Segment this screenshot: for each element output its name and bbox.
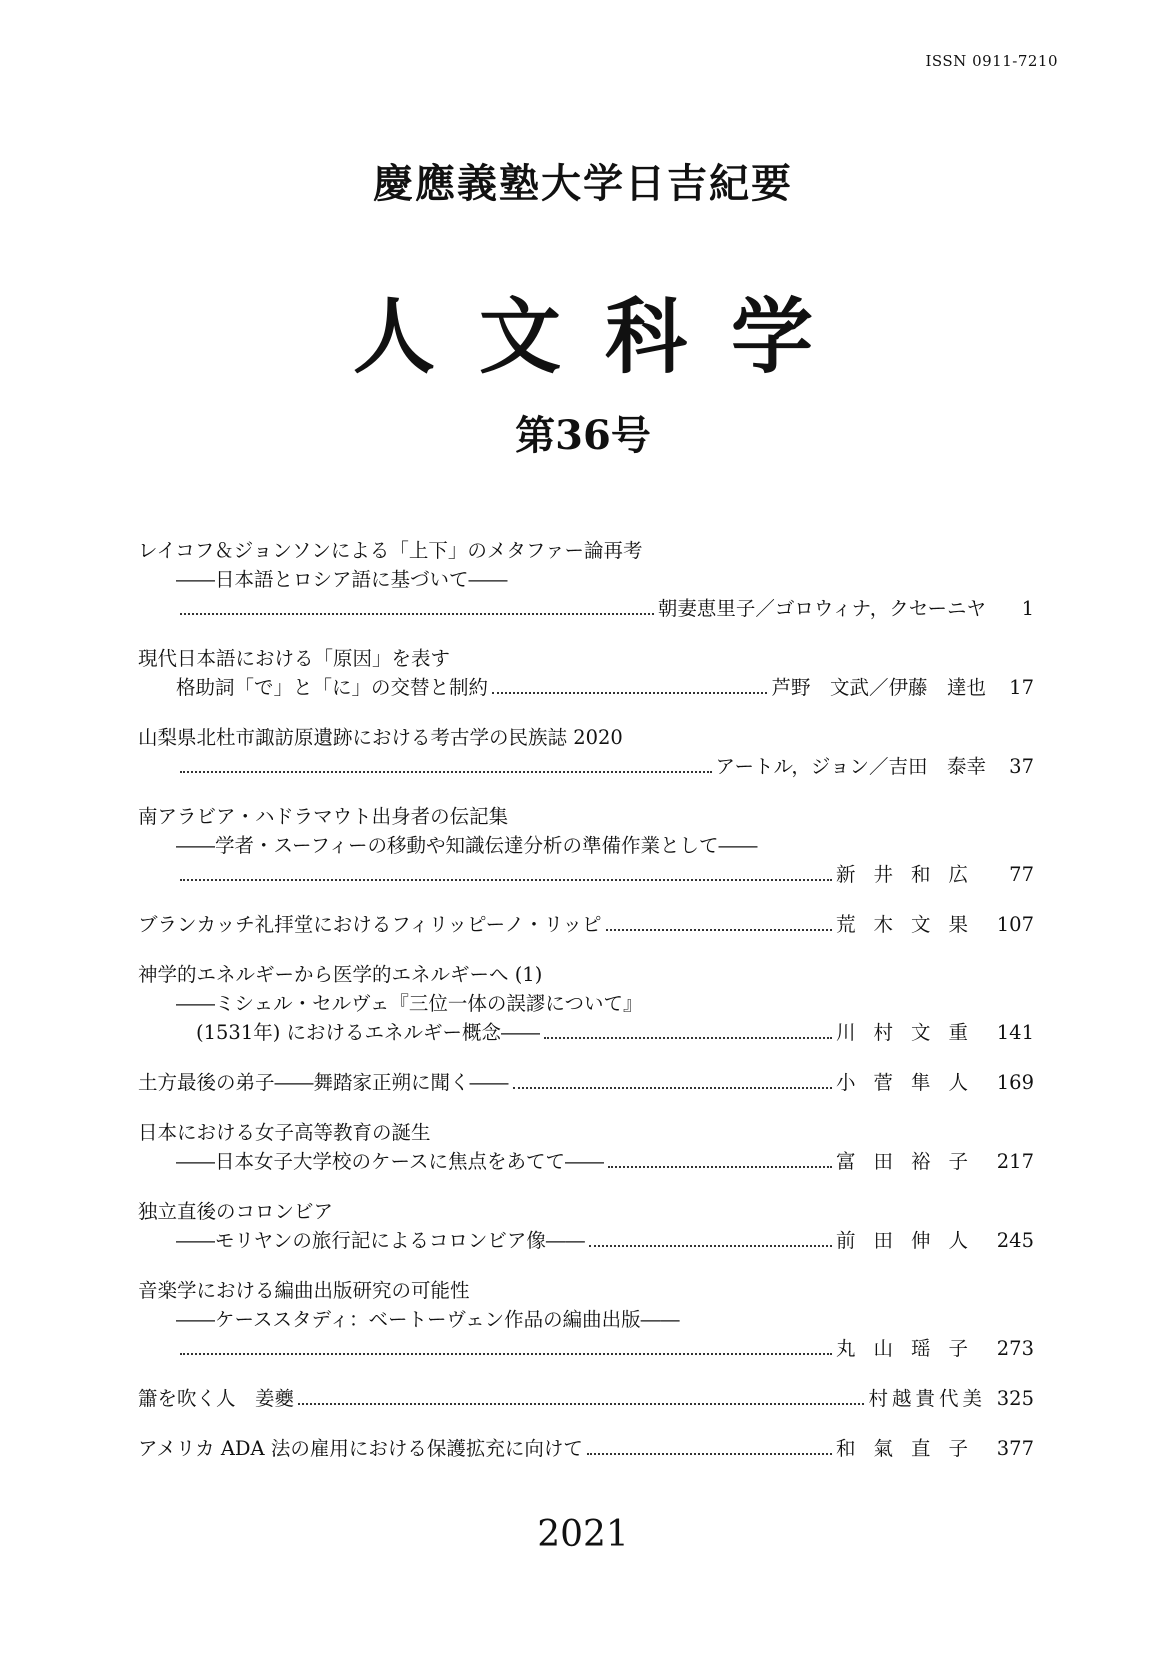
- toc-entry-subtitle: ――日本語とロシア語に基づいて――: [176, 568, 508, 591]
- toc-entry-page: 77: [1009, 863, 1034, 886]
- toc-entry-author: 荒木文果: [835, 913, 986, 936]
- publication-year: 2021: [537, 1514, 629, 1555]
- toc-entry-page: 245: [996, 1229, 1034, 1252]
- dot-leader: [180, 613, 654, 615]
- toc-entry-author: 村越貴代美: [868, 1387, 986, 1410]
- toc-entry-subtitle: ――ミシェル・セルヴェ『三位一体の誤謬について』: [176, 992, 643, 1015]
- toc-entry: [138, 644, 1034, 702]
- toc-entry-author: 小菅隼人: [835, 1071, 986, 1094]
- issue-number: 第36号: [515, 412, 651, 459]
- toc-entry-subtitle: ――ケーススタディ：ベートーヴェン作品の編曲出版――: [176, 1308, 680, 1331]
- toc-entry-page: 107: [996, 913, 1034, 936]
- toc-entry-subtitle-continued: (1531年) におけるエネルギー概念――: [196, 1021, 541, 1044]
- toc-entry-page: 17: [1009, 676, 1034, 699]
- toc-entry-page: 217: [996, 1150, 1034, 1173]
- toc-entry: [138, 1276, 1034, 1363]
- dot-leader: [608, 1166, 832, 1168]
- toc-entry-title: 土方最後の弟子――舞踏家正朔に聞く――: [138, 1071, 509, 1094]
- toc-entry: [138, 910, 1034, 939]
- toc-entry-title: 独立直後のコロンビア: [138, 1200, 334, 1223]
- toc-entry-page: 325: [996, 1387, 1034, 1410]
- dot-leader: [180, 771, 712, 773]
- dot-leader: [589, 1245, 832, 1247]
- toc-entry-author: 和氣直子: [835, 1437, 986, 1460]
- dot-leader: [298, 1403, 864, 1405]
- toc-entry-page: 37: [1009, 755, 1034, 778]
- dot-leader: [180, 879, 832, 881]
- toc-entry-page: 169: [996, 1071, 1034, 1094]
- toc-entry-title: アメリカ ADA 法の雇用における保護拡充に向けて: [138, 1437, 583, 1460]
- table-of-contents: [138, 536, 1034, 1484]
- series-title: 慶應義塾大学日吉紀要: [373, 160, 793, 207]
- toc-entry-title: 神学的エネルギーから医学的エネルギーへ (1): [138, 963, 543, 986]
- dot-leader: [180, 1353, 832, 1355]
- dot-leader: [513, 1087, 832, 1089]
- toc-entry: [138, 536, 1034, 623]
- toc-entry-title: 現代日本語における「原因」を表す: [138, 647, 451, 670]
- toc-entry-page: 377: [996, 1437, 1034, 1460]
- toc-entry-title: 日本における女子高等教育の誕生: [138, 1121, 431, 1144]
- dot-leader: [492, 692, 767, 694]
- toc-entry-page: 1: [1021, 597, 1034, 620]
- toc-entry-title: レイコフ＆ジョンソンによる「上下」のメタファー論再考: [138, 539, 643, 562]
- toc-entry-author: 芦野 文武／伊藤 達也: [771, 676, 986, 699]
- toc-entry: [138, 1384, 1034, 1413]
- toc-entry: [138, 960, 1034, 1047]
- toc-entry-title: 簫を吹く人 姜夔: [138, 1387, 295, 1410]
- dot-leader: [606, 929, 832, 931]
- toc-entry-author: 新井和広: [835, 863, 986, 886]
- toc-entry-author: 前田伸人: [835, 1229, 986, 1252]
- toc-entry-author: アートル，ジョン／吉田 泰幸: [715, 755, 986, 778]
- toc-entry: [138, 723, 1034, 781]
- toc-entry-title: 山梨県北杜市諏訪原遺跡における考古学の民族誌 2020: [138, 726, 623, 749]
- toc-entry-subtitle: 格助詞「で」と「に」の交替と制約: [176, 676, 489, 699]
- toc-entry-author: 川村文重: [835, 1021, 986, 1044]
- dot-leader: [544, 1037, 832, 1039]
- toc-entry-page: 273: [996, 1337, 1034, 1360]
- toc-entry-subtitle: ――日本女子大学校のケースに焦点をあてて――: [176, 1150, 605, 1173]
- toc-entry-title: ブランカッチ礼拝堂におけるフィリッピーノ・リッピ: [138, 913, 602, 936]
- toc-entry: [138, 1118, 1034, 1176]
- toc-entry-subtitle: ――モリヤンの旅行記によるコロンビア像――: [176, 1229, 585, 1252]
- toc-entry-title: 音楽学における編曲出版研究の可能性: [138, 1279, 470, 1302]
- issn-number: ISSN 0911-7210: [925, 52, 1058, 70]
- toc-entry: [138, 802, 1034, 889]
- toc-entry-subtitle: ――学者・スーフィーの移動や知識伝達分析の準備作業として――: [176, 834, 758, 857]
- toc-entry-author: 朝妻恵里子／ゴロウィナ，クセーニヤ: [657, 597, 986, 620]
- toc-entry-author: 丸山瑶子: [835, 1337, 986, 1360]
- dot-leader: [587, 1453, 832, 1455]
- journal-title: 人文科学: [352, 289, 857, 385]
- toc-entry: [138, 1197, 1034, 1255]
- toc-entry-page: 141: [996, 1021, 1034, 1044]
- toc-entry: [138, 1434, 1034, 1463]
- toc-entry: [138, 1068, 1034, 1097]
- toc-entry-author: 富田裕子: [835, 1150, 986, 1173]
- toc-entry-title: 南アラビア・ハドラマウト出身者の伝記集: [138, 805, 509, 828]
